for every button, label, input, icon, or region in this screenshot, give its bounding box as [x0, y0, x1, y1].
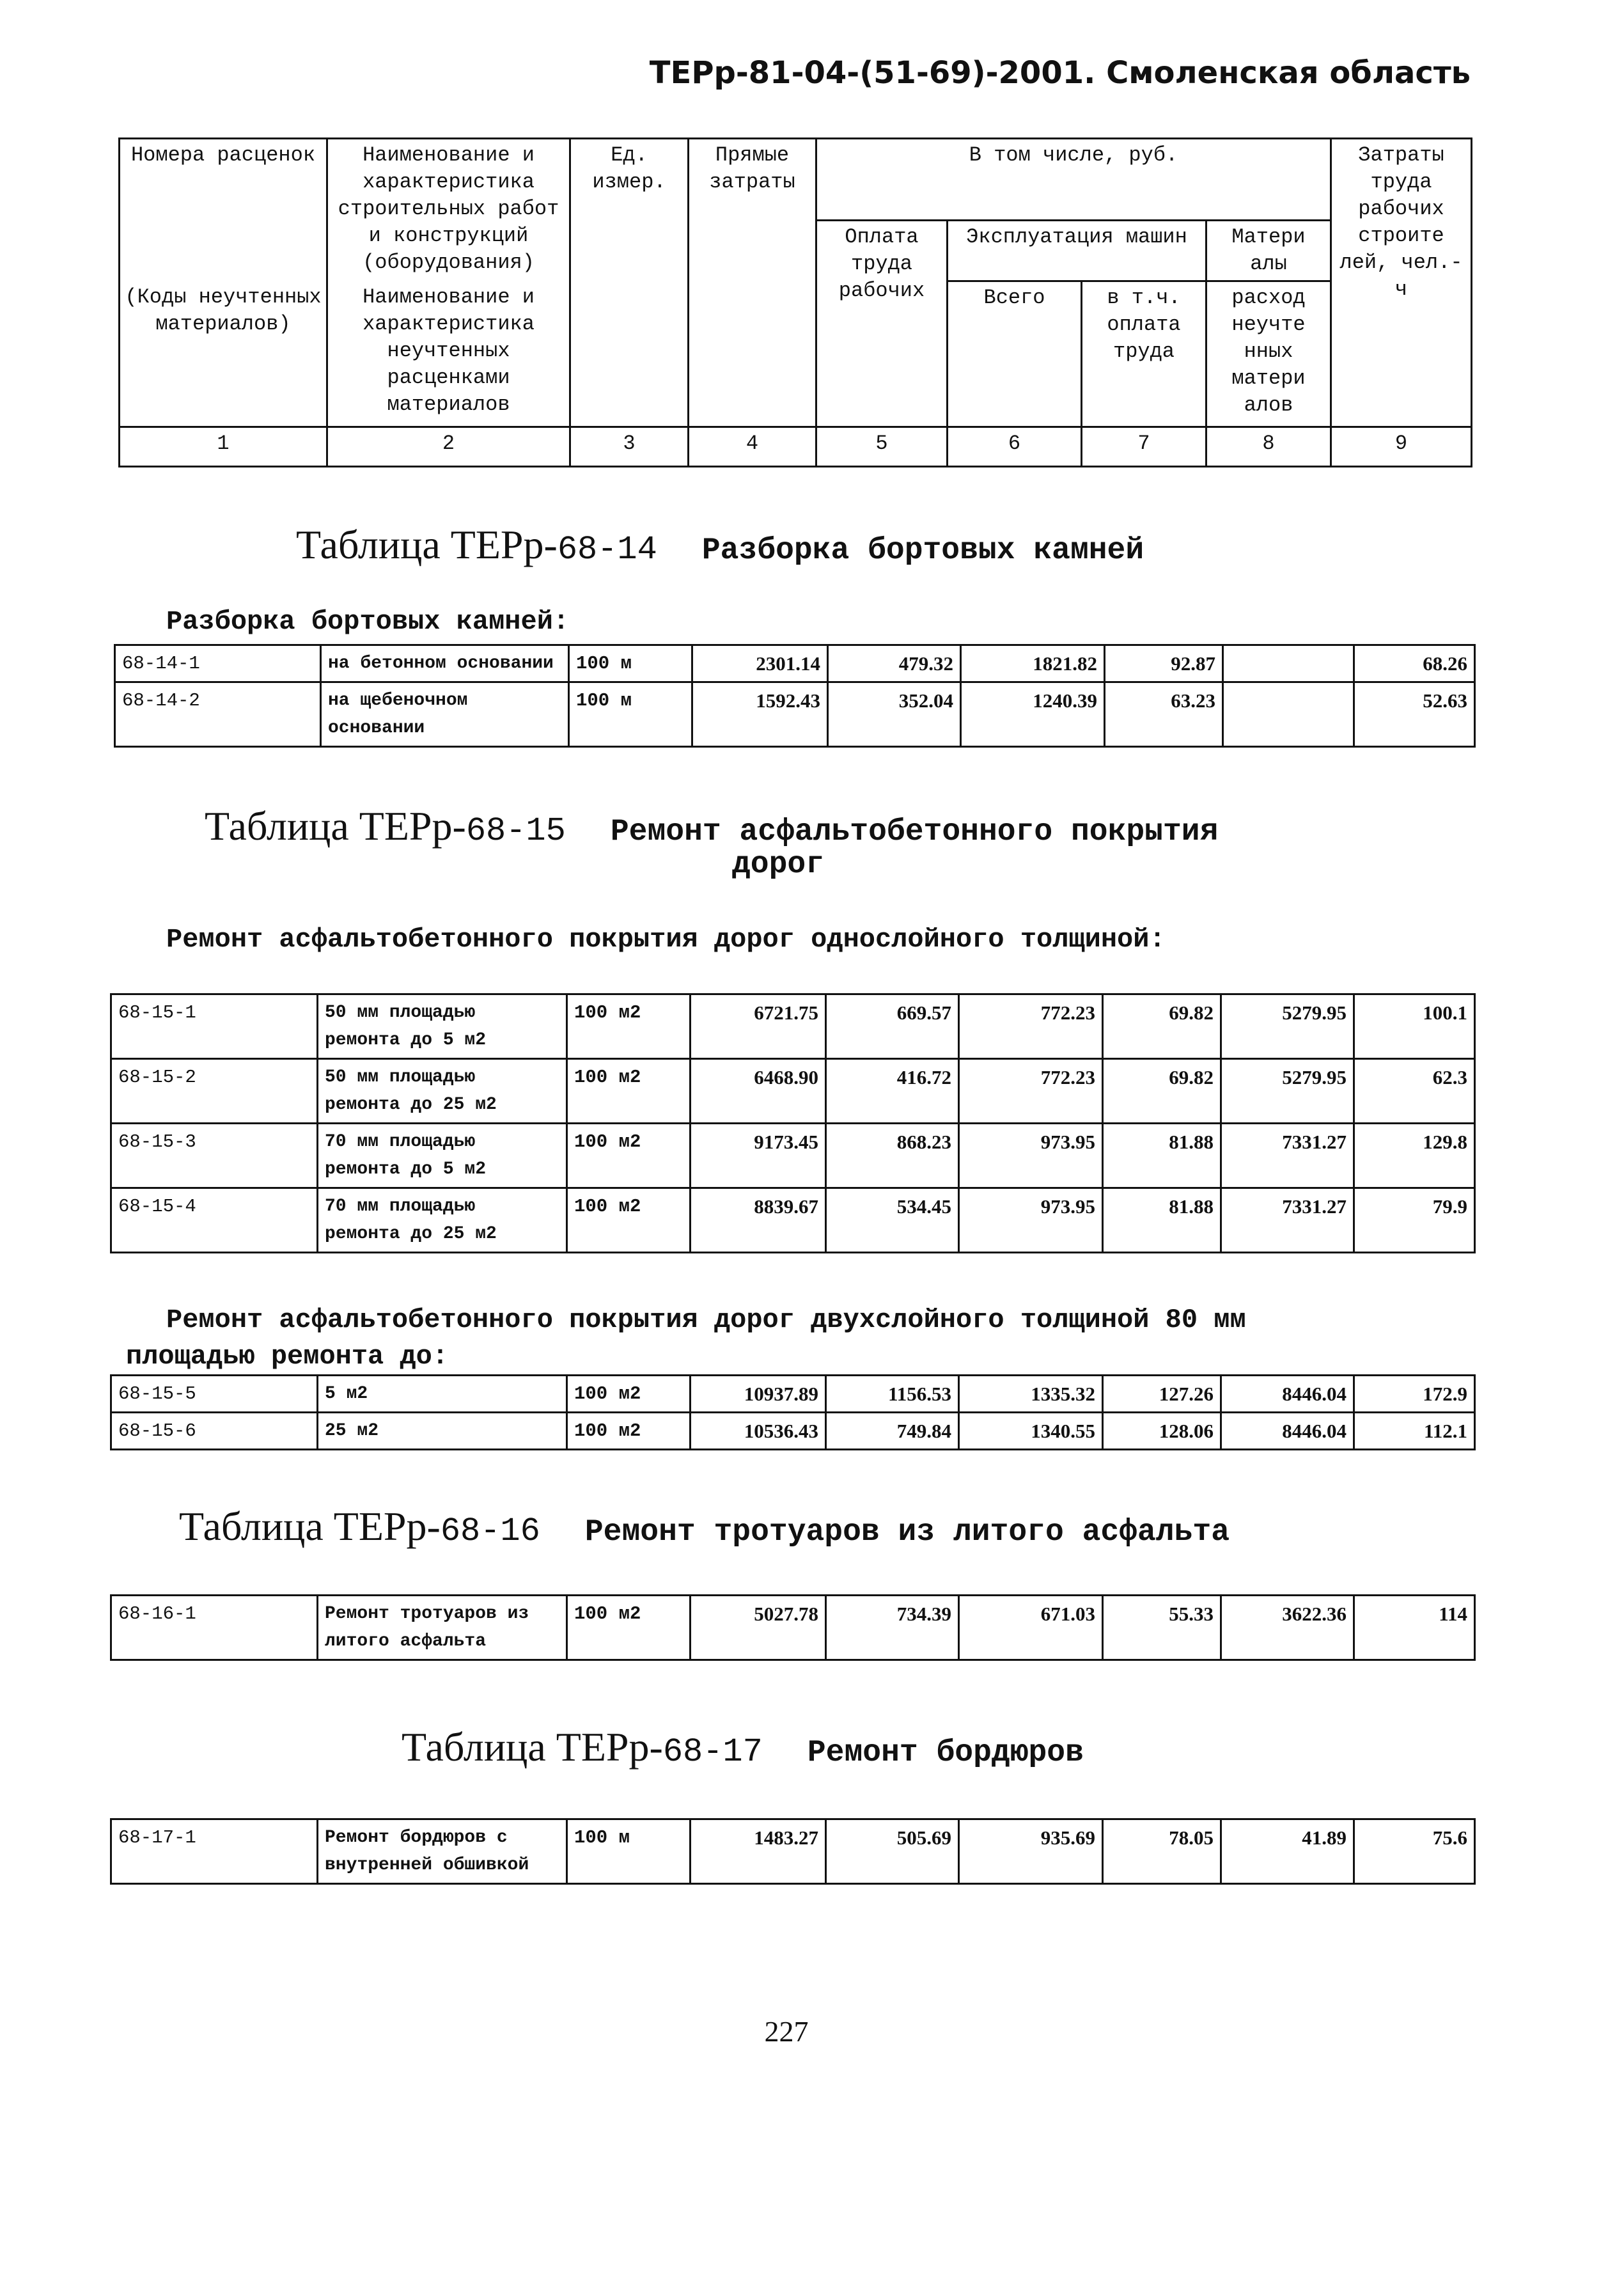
table-code: 68-17 — [662, 1733, 763, 1771]
rate-code: 68-15-4 — [111, 1188, 318, 1253]
header-code: Номера расценок — [120, 139, 327, 281]
labor-cost: 62.3 — [1354, 1059, 1475, 1124]
materials: 7331.27 — [1221, 1124, 1354, 1188]
direct-costs: 6721.75 — [691, 994, 826, 1059]
machines-total: 973.95 — [959, 1124, 1103, 1188]
header-machines-labor: в т.ч. оплата труда — [1082, 281, 1206, 427]
materials: 7331.27 — [1221, 1188, 1354, 1253]
rate-code: 68-14-1 — [115, 645, 321, 682]
machines-total: 1335.32 — [959, 1376, 1103, 1413]
labor-cost: 75.6 — [1354, 1819, 1475, 1884]
labor-pay: 479.32 — [828, 645, 961, 682]
machines-total: 772.23 — [959, 994, 1103, 1059]
rate-code: 68-15-2 — [111, 1059, 318, 1124]
direct-costs: 2301.14 — [692, 645, 828, 682]
machines-labor: 69.82 — [1103, 1059, 1221, 1124]
header-materials: Матери алы — [1206, 221, 1331, 281]
header-labor-cost: Затраты труда рабочих строите лей, чел.-ч — [1331, 139, 1472, 427]
header-unit: Ед. измер. — [570, 139, 689, 427]
machines-total: 935.69 — [959, 1819, 1103, 1884]
header-machines-total: Всего — [948, 281, 1082, 427]
direct-costs: 5027.78 — [691, 1596, 826, 1660]
machines-labor: 127.26 — [1103, 1376, 1221, 1413]
page-number: 227 — [764, 2015, 809, 2048]
labor-cost: 68.26 — [1354, 645, 1475, 682]
materials — [1223, 645, 1354, 682]
work-name: 50 мм площадью ремонта до 25 м2 — [318, 1059, 567, 1124]
machines-labor: 92.87 — [1105, 645, 1223, 682]
labor-pay: 734.39 — [826, 1596, 959, 1660]
machines-total: 772.23 — [959, 1059, 1103, 1124]
table-description: Ремонт бордюров — [807, 1736, 1084, 1770]
running-head: ТЕРр-81-04-(51-69)-2001. Смоленская область — [649, 55, 1471, 91]
table-code: 68-15 — [465, 812, 566, 850]
table-title — [179, 1503, 1230, 1550]
rates-table — [110, 1374, 1476, 1450]
header-labor: Оплата труда рабочих — [816, 221, 948, 427]
unit: 100 м2 — [567, 1188, 691, 1253]
table-row — [111, 1413, 1475, 1450]
table-description: Ремонт тротуаров из литого асфальта — [584, 1515, 1230, 1550]
header-number: 4 — [689, 427, 816, 467]
table-title — [402, 1723, 1084, 1771]
materials — [1223, 682, 1354, 747]
machines-labor: 128.06 — [1103, 1413, 1221, 1450]
direct-costs: 1483.27 — [691, 1819, 826, 1884]
header-number: 5 — [816, 427, 948, 467]
machines-labor: 78.05 — [1103, 1819, 1221, 1884]
direct-costs: 10937.89 — [691, 1376, 826, 1413]
labor-pay: 416.72 — [826, 1059, 959, 1124]
header-machines: Эксплуатация машин — [948, 221, 1206, 281]
unit: 100 м2 — [567, 994, 691, 1059]
materials: 5279.95 — [1221, 1059, 1354, 1124]
machines-labor: 81.88 — [1103, 1124, 1221, 1188]
labor-pay: 352.04 — [828, 682, 961, 747]
table-row — [111, 1376, 1475, 1413]
table-subheading-secondary: Ремонт асфальтобетонного покрытия дорог двухслойного толщиной 80 мм — [166, 1305, 1246, 1335]
table-code: 68-16 — [440, 1512, 540, 1550]
header-direct: Прямые затраты — [689, 139, 816, 427]
machines-total: 1240.39 — [961, 682, 1105, 747]
machines-labor: 63.23 — [1105, 682, 1223, 747]
table-row — [111, 1596, 1475, 1660]
table-subheading: Разборка бортовых камней: — [166, 606, 570, 637]
work-name: 25 м2 — [318, 1413, 567, 1450]
table-row — [111, 994, 1475, 1059]
header-name-sub: Наименование и характеристика неучтенных расценками материалов — [327, 281, 570, 427]
header-number: 3 — [570, 427, 689, 467]
header-name: Наименование и характеристика строительных работ и конструкций (оборудования) — [327, 139, 570, 281]
labor-pay: 669.57 — [826, 994, 959, 1059]
labor-cost: 114 — [1354, 1596, 1475, 1660]
table-subheading-secondary-continued: площадью ремонта до: — [126, 1341, 449, 1372]
work-name: на бетонном основании — [321, 645, 569, 682]
direct-costs: 10536.43 — [691, 1413, 826, 1450]
table-row — [111, 1819, 1475, 1884]
materials: 3622.36 — [1221, 1596, 1354, 1660]
header-code-sub: (Коды неучтенных материалов) — [120, 281, 327, 427]
labor-pay: 868.23 — [826, 1124, 959, 1188]
table-title — [205, 803, 1218, 850]
labor-cost: 100.1 — [1354, 994, 1475, 1059]
table-label: Таблица ТЕРр- — [296, 522, 558, 567]
work-name: Ремонт бордюров с внутренней обшивкой — [318, 1819, 567, 1884]
table-label: Таблица ТЕРр- — [205, 803, 466, 849]
table-row — [111, 1124, 1475, 1188]
machines-total: 973.95 — [959, 1188, 1103, 1253]
labor-cost: 52.63 — [1354, 682, 1475, 747]
unit: 100 м2 — [567, 1596, 691, 1660]
header-number: 2 — [327, 427, 570, 467]
materials: 41.89 — [1221, 1819, 1354, 1884]
machines-labor: 69.82 — [1103, 994, 1221, 1059]
direct-costs: 6468.90 — [691, 1059, 826, 1124]
header-including: В том числе, руб. — [816, 139, 1331, 221]
table-label: Таблица ТЕРр- — [179, 1504, 441, 1549]
rates-table — [114, 644, 1476, 748]
unit: 100 м2 — [567, 1059, 691, 1124]
work-name: 70 мм площадью ремонта до 5 м2 — [318, 1124, 567, 1188]
work-name: Ремонт тротуаров из литого асфальта — [318, 1596, 567, 1660]
header-number: 8 — [1206, 427, 1331, 467]
column-header-table — [118, 137, 1472, 467]
machines-total: 1821.82 — [961, 645, 1105, 682]
labor-cost: 129.8 — [1354, 1124, 1475, 1188]
table-row — [115, 645, 1475, 682]
labor-cost: 172.9 — [1354, 1376, 1475, 1413]
labor-pay: 534.45 — [826, 1188, 959, 1253]
unit: 100 м — [569, 645, 692, 682]
machines-labor: 81.88 — [1103, 1188, 1221, 1253]
materials: 8446.04 — [1221, 1413, 1354, 1450]
table-row — [111, 1188, 1475, 1253]
table-row — [115, 682, 1475, 747]
table-row — [111, 1059, 1475, 1124]
labor-pay: 505.69 — [826, 1819, 959, 1884]
rate-code: 68-14-2 — [115, 682, 321, 747]
labor-pay: 1156.53 — [826, 1376, 959, 1413]
rate-code: 68-16-1 — [111, 1596, 318, 1660]
work-name: 5 м2 — [318, 1376, 567, 1413]
unit: 100 м — [569, 682, 692, 747]
work-name: 50 мм площадью ремонта до 5 м2 — [318, 994, 567, 1059]
direct-costs: 9173.45 — [691, 1124, 826, 1188]
rate-code: 68-15-1 — [111, 994, 318, 1059]
table-description-continued: дорог — [732, 847, 825, 882]
table-label: Таблица ТЕРр- — [402, 1724, 663, 1770]
labor-cost: 112.1 — [1354, 1413, 1475, 1450]
work-name: на щебеночном основании — [321, 682, 569, 747]
rates-table — [110, 1594, 1476, 1661]
header-number: 6 — [948, 427, 1082, 467]
machines-total: 671.03 — [959, 1596, 1103, 1660]
direct-costs: 8839.67 — [691, 1188, 826, 1253]
rate-code: 68-15-5 — [111, 1376, 318, 1413]
unit: 100 м — [567, 1819, 691, 1884]
machines-total: 1340.55 — [959, 1413, 1103, 1450]
unit: 100 м2 — [567, 1124, 691, 1188]
table-subheading: Ремонт асфальтобетонного покрытия дорог однослойного толщиной: — [166, 924, 1166, 955]
unit: 100 м2 — [567, 1413, 691, 1450]
rates-table — [110, 1818, 1476, 1885]
table-description: Разборка бортовых камней — [701, 533, 1144, 568]
materials: 5279.95 — [1221, 994, 1354, 1059]
rates-table — [110, 993, 1476, 1253]
labor-cost: 79.9 — [1354, 1188, 1475, 1253]
header-materials-sub: расход неучте нных матери алов — [1206, 281, 1331, 427]
machines-labor: 55.33 — [1103, 1596, 1221, 1660]
work-name: 70 мм площадью ремонта до 25 м2 — [318, 1188, 567, 1253]
direct-costs: 1592.43 — [692, 682, 828, 747]
header-number: 1 — [120, 427, 327, 467]
table-title — [296, 521, 1144, 569]
table-code: 68-14 — [557, 531, 657, 569]
rate-code: 68-15-3 — [111, 1124, 318, 1188]
labor-pay: 749.84 — [826, 1413, 959, 1450]
header-number: 7 — [1082, 427, 1206, 467]
rate-code: 68-15-6 — [111, 1413, 318, 1450]
header-number: 9 — [1331, 427, 1472, 467]
materials: 8446.04 — [1221, 1376, 1354, 1413]
rate-code: 68-17-1 — [111, 1819, 318, 1884]
unit: 100 м2 — [567, 1376, 691, 1413]
table-description: Ремонт асфальтобетонного покрытия — [610, 815, 1219, 849]
